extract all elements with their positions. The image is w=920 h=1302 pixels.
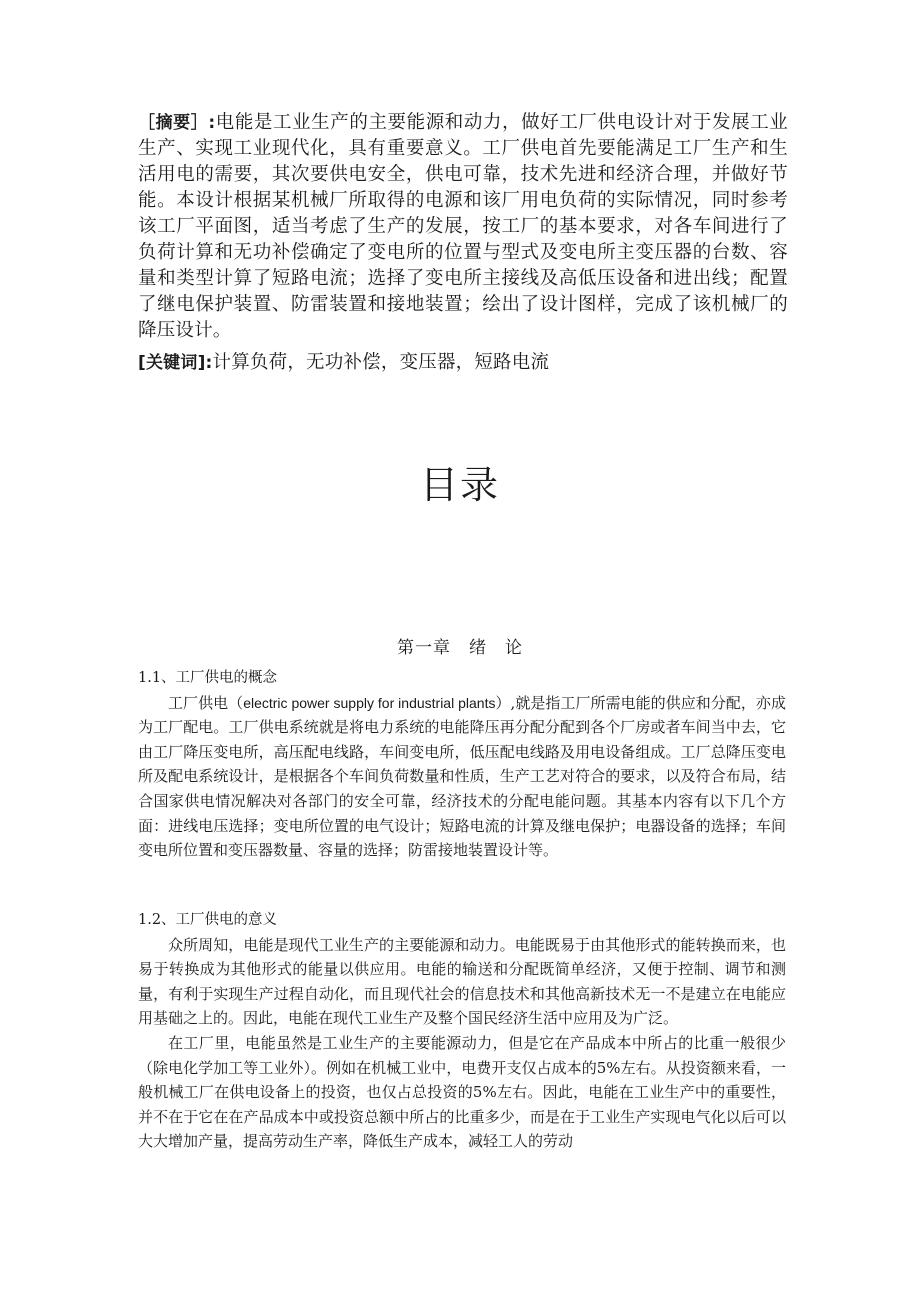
section-1-heading: 1.1、工厂供电的概念 bbox=[138, 670, 278, 686]
keywords-text: 计算负荷，无功补偿，变压器，短路电流 bbox=[212, 352, 550, 373]
section-1-english-term: electric power supply for industrial plants bbox=[243, 694, 496, 711]
section-2-paragraph-2: 在工厂里，电能虽然是工业生产的主要能源动力，但是它在产品成本中所占的比重一般很少（除电化学加工等工业外）。例如在机械工业中，电费开支仅占成本的5%左右。从投资额来看，一般机械工厂在供电设备上的投资，也仅占总投资的5%左右。因此，电能在工业生产中的重要性，并不在于它在在产品成本中或投资总额中所占的比重多少，而是在于工业生产实现电气化以后可以大大增加产量，提高劳动生产率，降低生产成本，减轻工人的劳动 bbox=[138, 1033, 786, 1151]
section-1 bbox=[138, 666, 786, 863]
keywords-line bbox=[138, 350, 788, 376]
section-1-rest: ）,就是指工厂所需电能的供应和分配，亦成为工厂配电。工厂供电系统就是将电力系统的电能降压再分配分配到各个厂房或者车间当中去，它由工厂降压变电所，高压配电线路，车间变电所，低压配电线路及用电设备组成。工厂总降压变电所及配电系统设计，是根据各个车间负荷数量和性质，生产工艺对符合的要求，以及符合布局，结合国家供电情况解决对各部门的安全可靠，经济技术的分配电能问题。其基本内容有以下几个方面：进线电压选择；变电所位置的电气设计；短路电流的计算及继电保护；电器设备的选择；车间变电所位置和变压器数量、容量的选择；防雷接地装置设计等。 bbox=[138, 693, 786, 860]
section-2-heading: 1.2、工厂供电的意义 bbox=[138, 912, 278, 928]
toc-title: 目录 bbox=[419, 463, 500, 507]
abstract-label: ［摘要］: bbox=[138, 113, 216, 133]
section-1-lead: 工厂供电（ bbox=[168, 693, 244, 712]
keywords-label: [关键词]: bbox=[138, 353, 213, 373]
abstract-paragraph bbox=[138, 110, 788, 344]
abstract-text: 电能是工业生产的主要能源和动力，做好工厂供电设计对于发展工业生产、实现工业现代化，具有重要意义。工厂供电首先要能满足工厂生产和生活用电的需要，其次要供电安全，供电可靠，技术先进和经济合理，并做好节能。本设计根据某机械厂所取得的电源和该厂用电负荷的实际情况，同时参考该工厂平面图，适当考虑了生产的发展，按工厂的基本要求，对各车间进行了负荷计算和无功补偿确定了变电所的位置与型式及变电所主变压器的台数、容量和类型计算了短路电流；选择了变电所主接线及高低压设备和进出线；配置了继电保护装置、防雷装置和接地装置；绘出了设计图样，完成了该机械厂的降压设计。 bbox=[138, 112, 788, 341]
abstract-block bbox=[138, 110, 788, 376]
section-2 bbox=[138, 908, 786, 1154]
section-1-paragraph bbox=[138, 691, 786, 863]
chapter-title: 第一章 绪 论 bbox=[397, 638, 523, 658]
section-2-paragraph-1: 众所周知，电能是现代工业生产的主要能源和动力。电能既易于由其他形式的能转换而来，也易于转换成为其他形式的能量以供应用。电能的输送和分配既简单经济，又便于控制、调节和测量，有利于实现生产过程自动化，而且现代社会的信息技术和其他高新技术无一不是建立在电能应用基础之上的。因此，电能在现代工业生产及整个国民经济生活中应用及为广泛。 bbox=[138, 935, 786, 1028]
